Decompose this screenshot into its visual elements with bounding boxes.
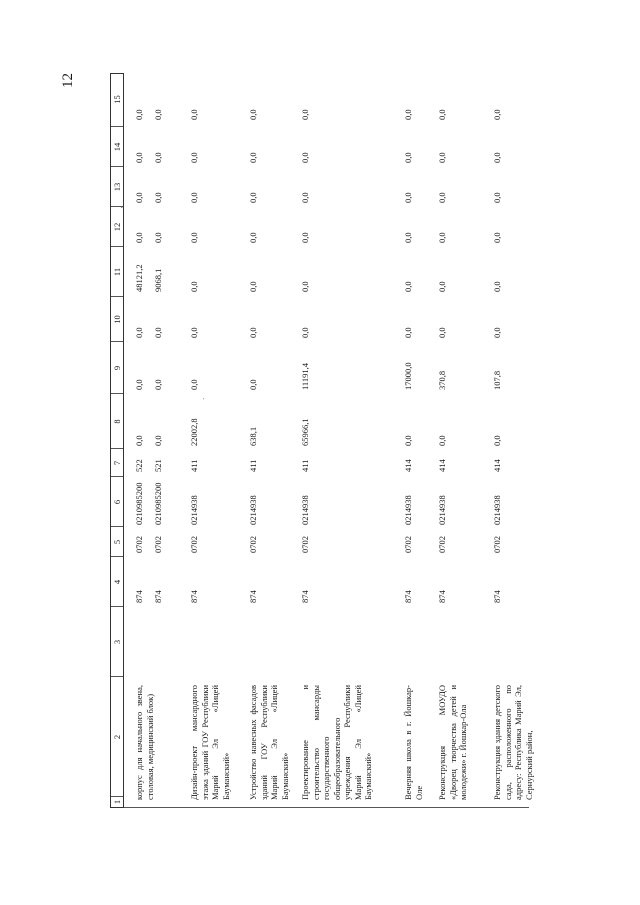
cell-col-6: 0214938 — [492, 495, 502, 525]
cell-col-7: 414 — [492, 459, 502, 472]
cell-col-9: 370,8 — [437, 370, 447, 390]
column-number-6: 6 — [112, 499, 122, 505]
cell-col-6: 0214938 — [437, 495, 447, 525]
cell-col-12: 0,0 — [189, 232, 199, 243]
column-number-13: 13 — [112, 182, 122, 192]
cell-col-12: 0,0 — [300, 232, 310, 243]
cell-col-13: 0,0 — [153, 192, 163, 203]
object-name: Устройство навесных фасадов зданий ГОУ Республики Марий Эл «Лицей Бауманский» — [248, 685, 290, 800]
cell-col-6: 0214938 — [300, 495, 310, 525]
cell-col-8: 0,0 — [403, 435, 413, 446]
column-number-9: 9 — [112, 365, 122, 371]
column-number-14: 14 — [112, 142, 122, 152]
column-number-8: 8 — [112, 419, 122, 424]
cell-col-7: 411 — [300, 459, 310, 472]
object-name: Реконструкция здания детского сада, расположенного по адресу: Республика Марий Эл, Сернурский район, — [492, 685, 534, 800]
cell-col-13: 0,0 — [189, 192, 199, 203]
column-number-5: 5 — [112, 539, 122, 545]
cell-col-14: 0,0 — [403, 152, 413, 163]
object-name: Реконструкция МОУДО «Дворец творчества детей и молодежи» г. Йошкар-Ола — [437, 685, 468, 800]
cell-col-10: 0,0 — [134, 327, 144, 338]
column-number-3: 3 — [112, 639, 122, 645]
cell-col-12: 0,0 — [492, 232, 502, 243]
cell-col-11: 9068,1 — [153, 268, 163, 292]
cell-col-8: 0,0 — [153, 435, 163, 446]
cell-col-12: 0,0 — [153, 232, 163, 243]
page-number: 12 — [60, 73, 76, 88]
cell-col-8: 22002,8 — [189, 418, 199, 446]
column-divider — [111, 166, 123, 167]
cell-col-14: 0,0 — [492, 152, 502, 163]
column-number-2: 2 — [112, 734, 122, 740]
scan-speck: ' — [120, 206, 128, 208]
cell-col-15: 0,0 — [189, 109, 199, 120]
cell-col-15: 0,0 — [248, 109, 258, 120]
column-number-7: 7 — [112, 460, 122, 466]
cell-col-15: 0,0 — [403, 109, 413, 120]
cell-col-12: 0,0 — [403, 232, 413, 243]
cell-col-6: 0214938 — [403, 495, 413, 525]
column-divider — [111, 393, 123, 394]
cell-col-14: 0,0 — [189, 152, 199, 163]
cell-col-15: 0,0 — [134, 109, 144, 120]
cell-col-5: 0702 — [437, 536, 447, 553]
cell-col-9: 0,0 — [248, 379, 258, 390]
column-divider — [111, 606, 123, 607]
cell-col-5: 0702 — [248, 536, 258, 553]
column-number-11: 11 — [112, 267, 122, 277]
cell-col-7: 521 — [153, 459, 163, 472]
cell-col-9: 0,0 — [189, 379, 199, 390]
cell-col-15: 0,0 — [153, 109, 163, 120]
cell-col-4: 874 — [492, 590, 502, 603]
cell-col-11: 0,0 — [403, 281, 413, 292]
object-name: Проектирование и строительство мансарды государственного общеобразовательного учреждения Республики Марий Эл «Лицей Бауманский» — [300, 685, 373, 800]
table-left-border — [124, 807, 529, 808]
cell-col-10: 0,0 — [248, 327, 258, 338]
cell-col-13: 0,0 — [403, 192, 413, 203]
cell-col-15: 0,0 — [437, 109, 447, 120]
cell-col-14: 0,0 — [134, 152, 144, 163]
column-divider — [111, 556, 123, 557]
cell-col-13: 0,0 — [134, 192, 144, 203]
cell-col-11: 48121,2 — [134, 264, 144, 292]
cell-col-14: 0,0 — [437, 152, 447, 163]
cell-col-9: 11191,4 — [300, 363, 310, 390]
cell-col-13: 0,0 — [248, 192, 258, 203]
cell-col-11: 0,0 — [492, 281, 502, 292]
column-divider — [111, 246, 123, 247]
cell-col-10: 0,0 — [189, 327, 199, 338]
cell-col-8: 65966,1 — [300, 418, 310, 446]
cell-col-4: 874 — [134, 590, 144, 603]
cell-col-10: 0,0 — [403, 327, 413, 338]
cell-col-15: 0,0 — [492, 109, 502, 120]
cell-col-12: 0,0 — [248, 232, 258, 243]
cell-col-4: 874 — [153, 590, 163, 603]
cell-col-8: 0,0 — [437, 435, 447, 446]
cell-col-4: 874 — [248, 590, 258, 603]
cell-col-5: 0702 — [403, 536, 413, 553]
column-divider — [111, 476, 123, 477]
cell-col-9: 0,0 — [134, 379, 144, 390]
column-number-10: 10 — [112, 315, 122, 324]
scan-speck: · — [200, 397, 208, 400]
cell-col-6: 0214938 — [248, 495, 258, 525]
cell-col-10: 0,0 — [300, 327, 310, 338]
cell-col-15: 0,0 — [300, 109, 310, 120]
cell-col-11: 0,0 — [437, 281, 447, 292]
cell-col-4: 874 — [437, 590, 447, 603]
column-divider — [111, 341, 123, 342]
cell-col-10: 0,0 — [492, 327, 502, 338]
column-divider — [111, 796, 123, 797]
cell-col-11: 0,0 — [189, 281, 199, 292]
table-header-row — [110, 73, 124, 808]
column-number-4: 4 — [112, 579, 122, 585]
cell-col-5: 0702 — [134, 536, 144, 553]
rotated-budget-table — [110, 73, 534, 808]
cell-col-9: 0,0 — [153, 379, 163, 390]
column-number-1: 1 — [112, 799, 122, 805]
column-divider — [111, 126, 123, 127]
cell-col-14: 0,0 — [248, 152, 258, 163]
column-number-12: 12 — [112, 222, 122, 232]
cell-col-4: 874 — [300, 590, 310, 603]
cell-col-7: 411 — [248, 459, 258, 472]
cell-col-6: 0210985200 — [153, 482, 163, 525]
cell-col-5: 0702 — [300, 536, 310, 553]
cell-col-4: 874 — [403, 590, 413, 603]
cell-col-6: 0210985200 — [134, 482, 144, 525]
column-number-15: 15 — [112, 95, 122, 104]
cell-col-10: 0,0 — [437, 327, 447, 338]
cell-col-7: 414 — [403, 459, 413, 472]
cell-col-7: 411 — [189, 459, 199, 472]
cell-col-6: 0214938 — [189, 495, 199, 525]
cell-col-5: 0702 — [153, 536, 163, 553]
object-name: Вечерняя школа в г. Йошкар-Оле — [403, 685, 424, 800]
cell-col-7: 522 — [134, 459, 144, 472]
cell-col-8: 0,0 — [134, 435, 144, 446]
cell-col-13: 0,0 — [437, 192, 447, 203]
object-name: корпус для начального звена, столовая, медицинский блок) — [134, 685, 155, 800]
cell-col-12: 0,0 — [134, 232, 144, 243]
column-divider — [111, 676, 123, 677]
cell-col-13: 0,0 — [492, 192, 502, 203]
cell-col-5: 0702 — [189, 536, 199, 553]
cell-col-14: 0,0 — [300, 152, 310, 163]
cell-col-11: 0,0 — [248, 281, 258, 292]
cell-col-10: 0,0 — [153, 327, 163, 338]
cell-col-12: 0,0 — [437, 232, 447, 243]
cell-col-9: 107,8 — [492, 370, 502, 390]
cell-col-4: 874 — [189, 590, 199, 603]
cell-col-5: 0702 — [492, 536, 502, 553]
cell-col-14: 0,0 — [153, 152, 163, 163]
cell-col-8: 0,0 — [492, 435, 502, 446]
column-divider — [111, 448, 123, 449]
cell-col-9: 17000,0 — [403, 362, 413, 390]
cell-col-13: 0,0 — [300, 192, 310, 203]
column-divider — [111, 526, 123, 527]
cell-col-7: 414 — [437, 459, 447, 472]
object-name: Дизайн-проект мансардного этажа зданий ГОУ Республики Марий Эл «Лицей Бауманский» — [189, 685, 231, 800]
cell-col-11: 0,0 — [300, 281, 310, 292]
cell-col-8: 638,1 — [248, 426, 258, 446]
column-divider — [111, 296, 123, 297]
